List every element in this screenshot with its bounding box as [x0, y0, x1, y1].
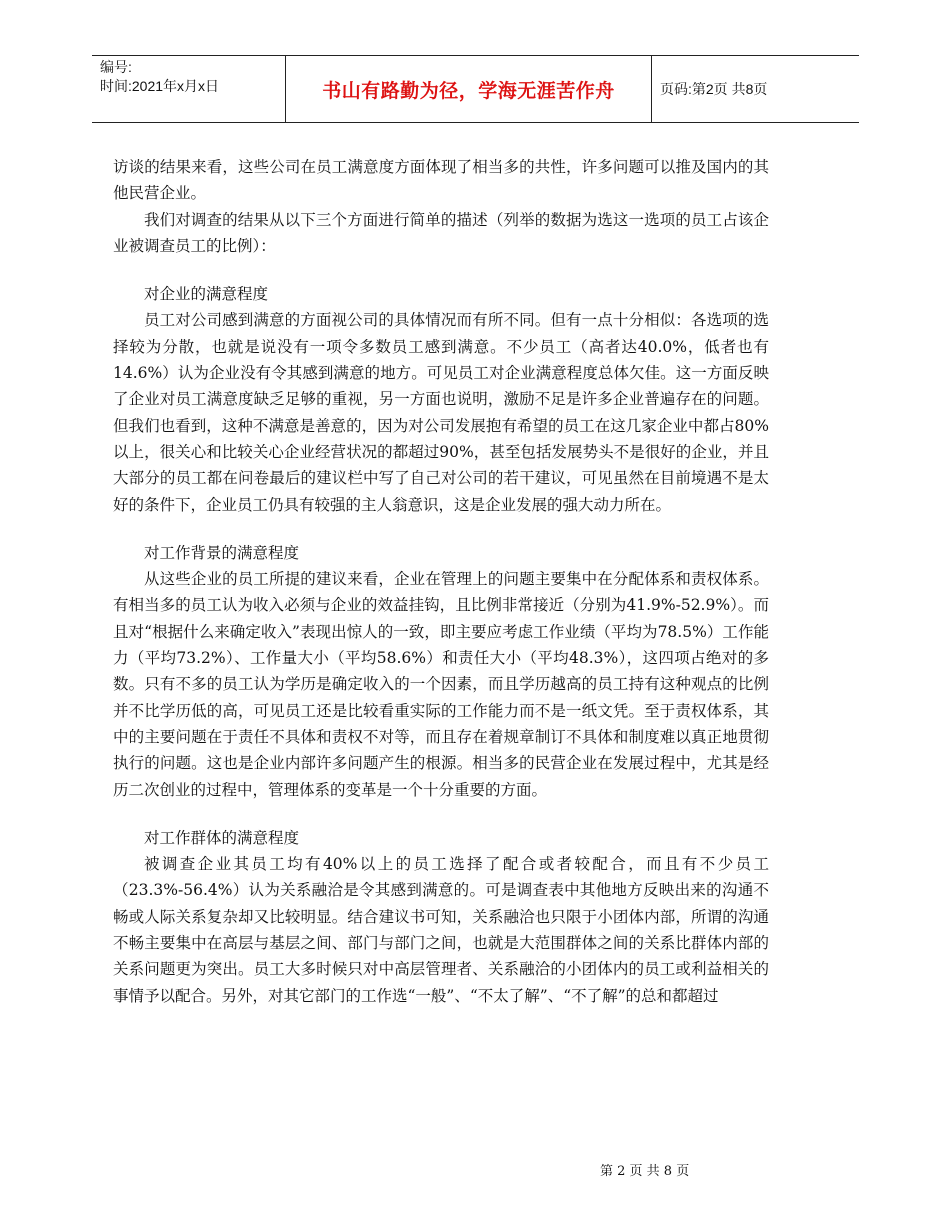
section-paragraph-enterprise: 员工对公司感到满意的方面视公司的具体情况而有所不同。但有一点十分相似：各选项的选择较为分散，也就是说没有一项令多数员工感到满意。不少员工（高者达40.0%，低者也有14.6%）认为企业没有令其感到满意的地方。可见员工对企业满意程度总体欠佳。这一方面反映了企业对员工满意度缺乏足够的重视，另一方面也说明，激励不足是许多企业普遍存在的问题。但我们也看到，这种不满意是善意的，因为对公司发展抱有希望的员工在这几家企业中都占80%以上，很关心和比较关心企业经营状况的都超过90%，甚至包括发展势头不是很好的企业，并且大部分的员工都在问卷最后的建议栏中写了自己对公司的若干建议，可见虽然在目前境遇不是太好的条件下，企业员工仍具有较强的主人翁意识，这是企业发展的强大动力所在。 — [113, 311, 769, 514]
document-body — [113, 154, 769, 1009]
section-heading-work-background: 对工作背景的满意程度 — [144, 543, 300, 562]
section-heading-enterprise: 对企业的满意程度 — [144, 285, 269, 304]
header-page-info: 页码:第2页 共8页 — [660, 81, 768, 97]
section-paragraph-work-background: 从这些企业的员工所提的建议来看，企业在管理上的问题主要集中在分配体系和责权体系。有相当多的员工认为收入必须与企业的效益挂钩，且比例非常接近（分别为41.9%-52.9%）。而且对“根据什么来确定收入”表现出惊人的一致，即主要应考虑工作业绩（平均为78.5%）工作能力（平均73.2%）、工作量大小（平均58.6%）和责任大小（平均48.3%），这四项占绝对的多数。只有不多的员工认为学历是确定收入的一个因素，而且学历越高的员工持有这种观点的比例并不比学历低的高，可见员工还是比较看重实际的工作能力而不是一纸文凭。至于责权体系，其中的主要问题在于责任不具体和责权不对等，而且存在着规章制订不具体和制度难以真正地贯彻执行的问题。这也是企业内部许多问题产生的根源。相当多的民营企业在发展过程中，尤其是经历二次创业的过程中，管理体系的变革是一个十分重要的方面。 — [113, 570, 769, 799]
intro-paragraph-1: 访谈的结果来看，这些公司在员工满意度方面体现了相当多的共性，许多问题可以推及国内的其他民营企业。 — [113, 158, 769, 203]
header-meta — [92, 56, 286, 122]
section-heading-work-group: 对工作群体的满意程度 — [144, 828, 300, 847]
document-time-label: 时间:2021年x月x日 — [100, 78, 220, 94]
page-header — [92, 55, 859, 123]
intro-paragraph-2: 我们对调查的结果从以下三个方面进行简单的描述（列举的数据为选这一选项的员工占该企业被调查员工的比例）： — [113, 210, 769, 255]
document-number-label: 编号: — [100, 59, 132, 75]
section-paragraph-work-group: 被调查企业其员工均有40%以上的员工选择了配合或者较配合，而且有不少员工（23.3%-56.4%）认为关系融洽是令其感到满意的。可是调查表中其他地方反映出来的沟通不畅或人际关系复杂却又比较明显。结合建议书可知，关系融洽也只限于小团体内部，所谓的沟通不畅主要集中在高层与基层之间、部门与部门之间，也就是大范围群体之间的关系比群体内部的关系问题更为突出。员工大多时候只对中高层管理者、关系融洽的小团体内的员工或利益相关的事情予以配合。另外，对其它部门的工作选“一般”、“不太了解”、“不了解”的总和都超过 — [113, 855, 769, 1005]
page-footer: 第 2 页 共 8 页 — [600, 1164, 690, 1179]
header-motto: 书山有路勤为径，学海无涯苦作舟 — [286, 56, 652, 122]
